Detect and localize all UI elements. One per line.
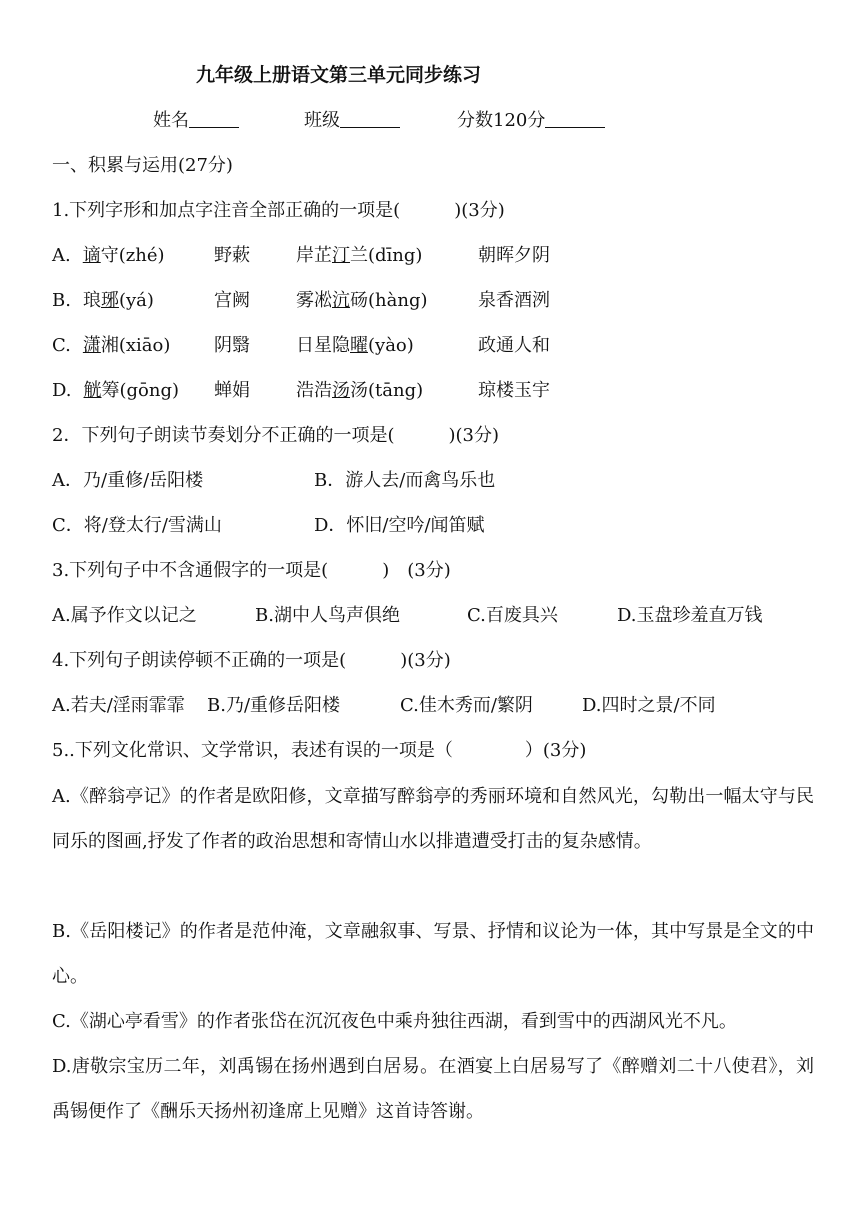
question-5-option-c: C.《湖心亭看雪》的作者张岱在沉沉夜色中乘舟独往西湖，看到雪中的西湖风光不凡。 bbox=[52, 1011, 737, 1032]
question-1-option-c: C. 潇湘(xiāo) bbox=[52, 335, 171, 356]
question-3-option-d: D.玉盘珍羞直万钱 bbox=[617, 605, 763, 626]
question-1-option-b-word2: 宫阙 bbox=[214, 290, 250, 311]
question-1-option-d-word3: 浩浩汤汤(tāng) bbox=[296, 380, 424, 401]
question-2-stem: 2．下列句子朗读节奏划分不正确的一项是( )(3分) bbox=[52, 425, 499, 446]
question-1-option-c-word3: 日星隐曜(yào) bbox=[296, 335, 414, 356]
score-field bbox=[457, 109, 605, 133]
question-1-option-a-word2: 野蔌 bbox=[214, 245, 250, 266]
question-2-option-b: B．游人去/而禽鸟乐也 bbox=[314, 470, 496, 491]
question-1-option-a: A. 谪守(zhé) bbox=[52, 245, 165, 266]
question-1-option-a-word3: 岸芷汀兰(dīng) bbox=[296, 245, 423, 266]
question-1-option-b-word3: 雾凇沆砀(hàng) bbox=[296, 290, 428, 311]
class-label: 班级 bbox=[304, 110, 340, 131]
score-label: 分数120分 bbox=[457, 110, 546, 131]
question-4-option-a: A.若夫/淫雨霏霏 bbox=[52, 695, 185, 716]
name-label: 姓名 bbox=[153, 110, 189, 131]
question-1-stem: 1.下列字形和加点字注音全部正确的一项是( )(3分) bbox=[52, 200, 505, 221]
question-3-option-c: C.百废具兴 bbox=[467, 605, 558, 626]
question-1-option-c-word4: 政通人和 bbox=[478, 335, 550, 356]
name-field bbox=[153, 109, 239, 133]
question-5-option-b: B.《岳阳楼记》的作者是范仲淹，文章融叙事、写景、抒情和议论为一体，其中写景是全文的中心。 bbox=[52, 921, 814, 987]
question-1-option-b: B. 琅琊(yá) bbox=[52, 290, 154, 311]
question-4-option-d: D.四时之景/不同 bbox=[582, 695, 716, 716]
question-1-option-d-word2: 蝉娟 bbox=[214, 380, 250, 401]
question-4-option-c: C.佳木秀而/繁阴 bbox=[400, 695, 533, 716]
question-1-option-c-word2: 阴翳 bbox=[214, 335, 250, 356]
question-3-option-a: A.属予作文以记之 bbox=[52, 605, 197, 626]
question-2-option-c: C．将/登太行/雪满山 bbox=[52, 515, 222, 536]
question-4-stem: 4.下列句子朗读停顿不正确的一项是( )(3分) bbox=[52, 650, 451, 671]
class-field bbox=[304, 109, 400, 133]
question-1-option-d: D. 觥筹(gōng) bbox=[52, 380, 180, 401]
question-2-option-d: D．怀旧/空吟/闻笛赋 bbox=[314, 515, 485, 536]
question-2-option-a: A．乃/重修/岳阳楼 bbox=[52, 470, 204, 491]
question-1-option-b-word4: 泉香酒洌 bbox=[478, 290, 550, 311]
question-4-option-b: B.乃/重修岳阳楼 bbox=[207, 695, 341, 716]
question-3-stem: 3.下列句子中不含通假字的一项是( ) (3分) bbox=[52, 560, 451, 581]
page-title: 九年级上册语文第三单元同步练习 bbox=[196, 64, 482, 86]
score-blank[interactable] bbox=[545, 109, 605, 128]
question-5-option-d: D.唐敬宗宝历二年，刘禹锡在扬州遇到白居易。在酒宴上白居易写了《醉赠刘二十八使君》，刘禹锡便作了《酬乐天扬州初逢席上见赠》这首诗答谢。 bbox=[52, 1056, 814, 1122]
question-1-option-a-word4: 朝晖夕阴 bbox=[478, 245, 550, 266]
class-blank[interactable] bbox=[340, 109, 400, 128]
question-3-option-b: B.湖中人鸟声俱绝 bbox=[255, 605, 400, 626]
question-5-option-a: A.《醉翁亭记》的作者是欧阳修，文章描写醉翁亭的秀丽环境和自然风光，勾勒出一幅太守与民同乐的图画,抒发了作者的政治思想和寄情山水以排遣遭受打击的复杂感情。 bbox=[52, 786, 814, 852]
question-1-option-d-word4: 琼楼玉宇 bbox=[478, 380, 550, 401]
name-blank[interactable] bbox=[189, 109, 239, 128]
section-heading: 一、积累与运用(27分) bbox=[52, 155, 233, 176]
question-5-stem: 5..下列文化常识、文学常识，表述有误的一项是（ ）(3分) bbox=[52, 740, 587, 761]
